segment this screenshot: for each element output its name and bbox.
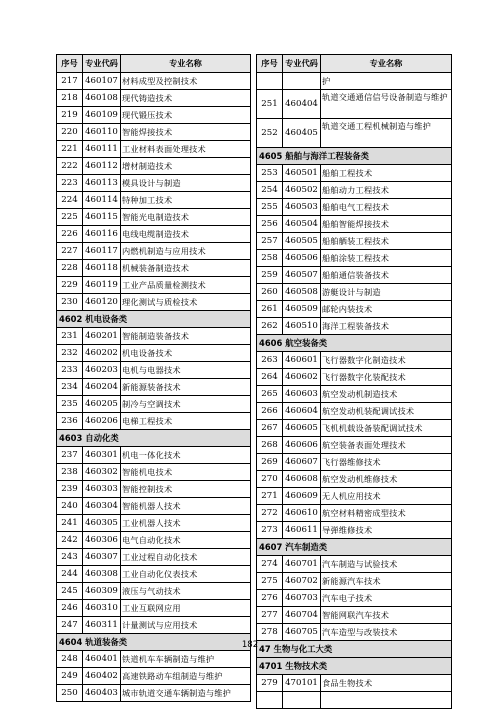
table-row <box>257 692 452 709</box>
major-name: 护 <box>321 73 452 90</box>
major-name: 电梯工程技术 <box>121 413 251 430</box>
category-row <box>57 311 251 328</box>
row-number: 263 <box>257 352 283 369</box>
table-row <box>257 233 452 250</box>
row-number: 233 <box>57 362 83 379</box>
table-row <box>57 515 251 532</box>
table-row <box>257 522 452 539</box>
row-number: 249 <box>57 668 83 685</box>
row-number: 268 <box>257 437 283 454</box>
major-code: 460304 <box>83 498 121 515</box>
major-code: 460204 <box>83 379 121 396</box>
table-row <box>257 301 452 318</box>
table-row <box>257 369 452 386</box>
major-name: 电线电缆制造技术 <box>121 226 251 243</box>
row-number: 264 <box>257 369 283 386</box>
major-code: 460205 <box>83 396 121 413</box>
major-name: 智能控制技术 <box>121 481 251 498</box>
row-number: 247 <box>57 617 83 634</box>
major-code: 460403 <box>83 685 121 702</box>
header-name: 专业名称 <box>321 55 452 73</box>
table-row <box>57 617 251 634</box>
table-row <box>57 192 251 209</box>
major-name: 航空发动机制造技术 <box>321 386 452 403</box>
major-name: 飞行器数字化制造技术 <box>321 352 452 369</box>
major-code: 460608 <box>283 471 321 488</box>
category-title: 4606 航空装备类 <box>257 335 452 352</box>
major-name: 智能机电技术 <box>121 464 251 481</box>
major-code: 460501 <box>283 165 321 182</box>
major-name: 智能网联汽车技术 <box>321 607 452 624</box>
major-code: 460307 <box>83 549 121 566</box>
major-name: 电机与电器技术 <box>121 362 251 379</box>
major-code: 460116 <box>83 226 121 243</box>
major-code: 460508 <box>283 284 321 301</box>
header-row <box>57 55 251 73</box>
table-row <box>257 675 452 692</box>
category-row <box>57 430 251 447</box>
major-code: 460510 <box>283 318 321 335</box>
row-number: 254 <box>257 182 283 199</box>
header-no: 序号 <box>257 55 283 73</box>
major-name: 汽车造型与改装技术 <box>321 624 452 641</box>
row-number: 272 <box>257 505 283 522</box>
row-number: 234 <box>57 379 83 396</box>
major-code: 460309 <box>83 583 121 600</box>
table-row <box>257 165 452 182</box>
category-title: 4602 机电设备类 <box>57 311 251 328</box>
row-number: 276 <box>257 590 283 607</box>
table-row <box>257 488 452 505</box>
major-name: 新能源汽车技术 <box>321 573 452 590</box>
table-row <box>257 73 452 90</box>
major-code: 460203 <box>83 362 121 379</box>
major-name: 机械装备制造技术 <box>121 260 251 277</box>
row-number: 242 <box>57 532 83 549</box>
major-name: 现代铸造技术 <box>121 90 251 107</box>
major-code: 470101 <box>283 675 321 692</box>
row-number: 266 <box>257 403 283 420</box>
table-row <box>57 600 251 617</box>
row-number: 241 <box>57 515 83 532</box>
row-number: 221 <box>57 141 83 158</box>
table-row <box>57 464 251 481</box>
row-number: 246 <box>57 600 83 617</box>
page-number: 182 <box>241 640 259 650</box>
category-title: 4701 生物技术类 <box>257 658 452 675</box>
table-row <box>257 284 452 301</box>
row-number: 225 <box>57 209 83 226</box>
major-code: 460503 <box>283 199 321 216</box>
row-number: 220 <box>57 124 83 141</box>
row-number: 217 <box>57 73 83 90</box>
major-name: 航空发动机装配调试技术 <box>321 403 452 420</box>
major-code: 460701 <box>283 556 321 573</box>
table-row <box>257 216 452 233</box>
table-row <box>257 403 452 420</box>
row-number: 253 <box>257 165 283 182</box>
major-code: 460611 <box>283 522 321 539</box>
major-code: 460111 <box>83 141 121 158</box>
table-row <box>257 90 452 119</box>
major-name: 汽车制造与试验技术 <box>321 556 452 573</box>
table-row <box>57 396 251 413</box>
table-row <box>257 250 452 267</box>
row-number: 257 <box>257 233 283 250</box>
row-number: 222 <box>57 158 83 175</box>
category-row <box>257 658 452 675</box>
row-number: 251 <box>257 90 283 119</box>
major-code: 460605 <box>283 420 321 437</box>
major-name: 电气自动化技术 <box>121 532 251 549</box>
category-row <box>257 148 452 165</box>
major-name: 材料成型及控制技术 <box>121 73 251 90</box>
major-table-left <box>56 54 251 702</box>
major-code <box>283 692 321 709</box>
major-code: 460602 <box>283 369 321 386</box>
major-code: 460509 <box>283 301 321 318</box>
header-no: 序号 <box>57 55 83 73</box>
major-name: 船舶涂装工程技术 <box>321 250 452 267</box>
row-number: 227 <box>57 243 83 260</box>
table-row <box>57 243 251 260</box>
major-name: 模具设计与制造 <box>121 175 251 192</box>
table-row <box>57 549 251 566</box>
row-number: 238 <box>57 464 83 481</box>
major-name: 食品生物技术 <box>321 675 452 692</box>
row-number: 271 <box>257 488 283 505</box>
table-row <box>57 209 251 226</box>
major-code: 460610 <box>283 505 321 522</box>
table-row <box>57 362 251 379</box>
major-name: 船舶电气工程技术 <box>321 199 452 216</box>
major-code: 460702 <box>283 573 321 590</box>
row-number: 226 <box>57 226 83 243</box>
major-name: 飞机机载设备装配调试技术 <box>321 420 452 437</box>
row-number: 219 <box>57 107 83 124</box>
major-code: 460114 <box>83 192 121 209</box>
major-code: 460113 <box>83 175 121 192</box>
table-row <box>257 624 452 641</box>
row-number: 231 <box>57 328 83 345</box>
table-row <box>57 294 251 311</box>
major-name: 计量测试与应用技术 <box>121 617 251 634</box>
row-number: 218 <box>57 90 83 107</box>
major-name: 机电设备技术 <box>121 345 251 362</box>
row-number: 252 <box>257 119 283 148</box>
major-name: 城市轨道交通车辆制造与维护 <box>121 685 251 702</box>
major-name <box>321 692 452 709</box>
table-row <box>57 175 251 192</box>
major-name: 游艇设计与制造 <box>321 284 452 301</box>
table-row <box>57 158 251 175</box>
table-row <box>57 685 251 702</box>
major-code: 460606 <box>283 437 321 454</box>
major-name: 航空装备表面处理技术 <box>321 437 452 454</box>
major-code: 460306 <box>83 532 121 549</box>
table-row <box>57 498 251 515</box>
major-name: 航空发动机维修技术 <box>321 471 452 488</box>
table-row <box>57 124 251 141</box>
row-number: 273 <box>257 522 283 539</box>
table-row <box>57 277 251 294</box>
major-code: 460109 <box>83 107 121 124</box>
row-number: 229 <box>57 277 83 294</box>
major-code: 460402 <box>83 668 121 685</box>
table-row <box>257 607 452 624</box>
header-code: 专业代码 <box>83 55 121 73</box>
major-code: 460302 <box>83 464 121 481</box>
major-name: 铁道机车车辆制造与维护 <box>121 651 251 668</box>
major-name: 智能制造装备技术 <box>121 328 251 345</box>
major-name: 工业产品质量检测技术 <box>121 277 251 294</box>
major-code: 460202 <box>83 345 121 362</box>
header-code: 专业代码 <box>283 55 321 73</box>
header-name: 专业名称 <box>121 55 251 73</box>
major-name: 增材制造技术 <box>121 158 251 175</box>
major-name: 液压与气动技术 <box>121 583 251 600</box>
major-name: 机电一体化技术 <box>121 447 251 464</box>
table-row <box>57 345 251 362</box>
major-name: 船舶工程技术 <box>321 165 452 182</box>
table-row <box>257 420 452 437</box>
major-code: 460607 <box>283 454 321 471</box>
table-row <box>57 532 251 549</box>
row-number: 256 <box>257 216 283 233</box>
major-name: 轨道交通通信信号设备制造与维护 <box>321 90 452 119</box>
header-row <box>257 55 452 73</box>
row-number: 258 <box>257 250 283 267</box>
row-number: 278 <box>257 624 283 641</box>
major-code: 460506 <box>283 250 321 267</box>
row-number: 279 <box>257 675 283 692</box>
major-name: 智能光电制造技术 <box>121 209 251 226</box>
row-number: 223 <box>57 175 83 192</box>
major-code: 460507 <box>283 267 321 284</box>
row-number: 262 <box>257 318 283 335</box>
row-number: 239 <box>57 481 83 498</box>
category-title: 4604 轨道装备类 <box>57 634 251 651</box>
major-code: 460112 <box>83 158 121 175</box>
table-row <box>257 119 452 148</box>
major-name: 工业自动化仪表技术 <box>121 566 251 583</box>
row-number <box>257 692 283 709</box>
row-number: 265 <box>257 386 283 403</box>
major-name: 飞行器维修技术 <box>321 454 452 471</box>
table-row <box>57 583 251 600</box>
major-name: 智能机器人技术 <box>121 498 251 515</box>
row-number: 248 <box>57 651 83 668</box>
major-code: 460311 <box>83 617 121 634</box>
row-number: 259 <box>257 267 283 284</box>
major-code: 460502 <box>283 182 321 199</box>
major-code: 460120 <box>83 294 121 311</box>
major-name: 汽车电子技术 <box>321 590 452 607</box>
major-name: 船舶动力工程技术 <box>321 182 452 199</box>
table-row <box>57 260 251 277</box>
table-row <box>57 141 251 158</box>
major-name: 导弹维修技术 <box>321 522 452 539</box>
table-row <box>257 386 452 403</box>
row-number: 235 <box>57 396 83 413</box>
row-number: 250 <box>57 685 83 702</box>
table-row <box>57 379 251 396</box>
major-code: 460110 <box>83 124 121 141</box>
major-code: 460301 <box>83 447 121 464</box>
major-code: 460310 <box>83 600 121 617</box>
major-code: 460404 <box>283 90 321 119</box>
major-name: 智能焊接技术 <box>121 124 251 141</box>
table-row <box>57 651 251 668</box>
table-row <box>257 573 452 590</box>
row-number: 237 <box>57 447 83 464</box>
table-row <box>57 107 251 124</box>
table-row <box>257 556 452 573</box>
major-name: 船舶智能焊接技术 <box>321 216 452 233</box>
table-row <box>257 267 452 284</box>
major-code: 460119 <box>83 277 121 294</box>
major-code: 460206 <box>83 413 121 430</box>
major-code: 460115 <box>83 209 121 226</box>
major-code: 460604 <box>283 403 321 420</box>
major-name: 邮轮内装技术 <box>321 301 452 318</box>
major-code: 460603 <box>283 386 321 403</box>
major-name: 现代锻压技术 <box>121 107 251 124</box>
table-row <box>57 226 251 243</box>
row-number <box>257 73 283 90</box>
table-row <box>57 328 251 345</box>
major-name: 飞行器数字化装配技术 <box>321 369 452 386</box>
major-code: 460401 <box>83 651 121 668</box>
major-code: 460201 <box>83 328 121 345</box>
table-row <box>257 505 452 522</box>
major-code: 460703 <box>283 590 321 607</box>
major-name: 工业材料表面处理技术 <box>121 141 251 158</box>
row-number: 230 <box>57 294 83 311</box>
major-code: 460405 <box>283 119 321 148</box>
major-name: 船舶通信装备技术 <box>321 267 452 284</box>
category-row <box>257 539 452 556</box>
major-name: 工业互联网应用 <box>121 600 251 617</box>
major-code: 460505 <box>283 233 321 250</box>
table-row <box>57 566 251 583</box>
major-code: 460108 <box>83 90 121 107</box>
row-number: 236 <box>57 413 83 430</box>
table-row <box>57 481 251 498</box>
major-code: 460117 <box>83 243 121 260</box>
major-name: 高速铁路动车组制造与维护 <box>121 668 251 685</box>
table-row <box>257 437 452 454</box>
row-number: 277 <box>257 607 283 624</box>
category-title: 4603 自动化类 <box>57 430 251 447</box>
major-name: 航空材料精密成型技术 <box>321 505 452 522</box>
row-number: 269 <box>257 454 283 471</box>
major-name: 制冷与空调技术 <box>121 396 251 413</box>
row-number: 232 <box>57 345 83 362</box>
major-name: 新能源装备技术 <box>121 379 251 396</box>
major-name: 特种加工技术 <box>121 192 251 209</box>
major-code: 460601 <box>283 352 321 369</box>
row-number: 274 <box>257 556 283 573</box>
table-row <box>257 454 452 471</box>
major-name: 轨道交通工程机械制造与维护 <box>321 119 452 148</box>
row-number: 267 <box>257 420 283 437</box>
major-name: 理化测试与质检技术 <box>121 294 251 311</box>
major-code: 460107 <box>83 73 121 90</box>
category-row <box>257 335 452 352</box>
major-name: 内燃机制造与应用技术 <box>121 243 251 260</box>
major-code: 460303 <box>83 481 121 498</box>
row-number: 224 <box>57 192 83 209</box>
table-row <box>257 182 452 199</box>
major-code: 460609 <box>283 488 321 505</box>
major-code: 460305 <box>83 515 121 532</box>
row-number: 240 <box>57 498 83 515</box>
row-number: 270 <box>257 471 283 488</box>
major-code: 460704 <box>283 607 321 624</box>
major-name: 工业过程自动化技术 <box>121 549 251 566</box>
major-table-right <box>256 54 452 709</box>
table-row <box>257 471 452 488</box>
row-number: 275 <box>257 573 283 590</box>
category-title: 4607 汽车制造类 <box>257 539 452 556</box>
table-row <box>257 318 452 335</box>
category-title: 4605 船舶与海洋工程装备类 <box>257 148 452 165</box>
row-number: 244 <box>57 566 83 583</box>
major-code: 460705 <box>283 624 321 641</box>
table-row <box>257 590 452 607</box>
table-row <box>57 413 251 430</box>
major-name: 无人机应用技术 <box>321 488 452 505</box>
table-row <box>57 668 251 685</box>
major-code: 460118 <box>83 260 121 277</box>
major-name: 船舶舾装工程技术 <box>321 233 452 250</box>
table-row <box>57 447 251 464</box>
row-number: 243 <box>57 549 83 566</box>
row-number: 245 <box>57 583 83 600</box>
row-number: 261 <box>257 301 283 318</box>
table-row <box>57 90 251 107</box>
category-title: 47 生物与化工大类 <box>257 641 452 658</box>
table-row <box>257 352 452 369</box>
major-code: 460504 <box>283 216 321 233</box>
major-name: 海洋工程装备技术 <box>321 318 452 335</box>
major-name: 工业机器人技术 <box>121 515 251 532</box>
table-row <box>257 199 452 216</box>
row-number: 255 <box>257 199 283 216</box>
major-code <box>283 73 321 90</box>
table-row <box>57 73 251 90</box>
row-number: 228 <box>57 260 83 277</box>
major-code: 460308 <box>83 566 121 583</box>
row-number: 260 <box>257 284 283 301</box>
